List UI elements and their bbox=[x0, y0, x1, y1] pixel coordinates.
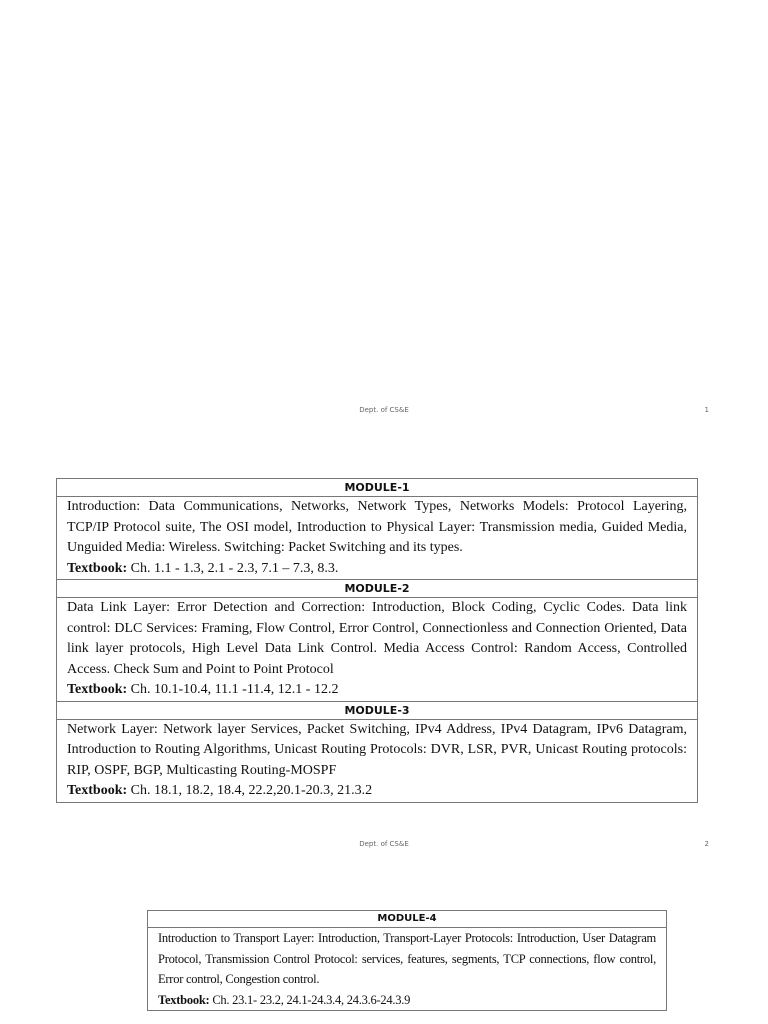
textbook-label: Textbook: bbox=[158, 992, 210, 1007]
module-content-cell bbox=[57, 719, 698, 802]
textbook-label: Textbook: bbox=[67, 682, 128, 697]
module-description: Network Layer: Network layer Services, Packet Switching, IPv4 Address, IPv4 Datagram, IPv6 Datagram, Introduction to Routing Algorithms, Unicast Routing Protocols: DVR, LSR, PVR, Unicast Routing protocols: RIP, OSPF, BGP, Multicasting Routing-MOSPF bbox=[67, 721, 687, 778]
textbook-reference: Ch. 23.1- 23.2, 24.1-24.3.4, 24.3.6-24.3.9 bbox=[212, 992, 411, 1007]
footer-department: Dept. of CS&E bbox=[359, 406, 409, 414]
module-textbook bbox=[67, 559, 687, 580]
syllabus-table bbox=[147, 910, 667, 1011]
module-description: Introduction: Data Communications, Networks, Network Types, Networks Models: Protocol Layering, TCP/IP Protocol suite, The OSI model, Introduction to Physical Layer: Transmission media, Guided Media, Unguided Media: Wireless. Switching: Packet Switching and its types. bbox=[67, 499, 687, 555]
module-header-row bbox=[148, 911, 667, 928]
module-header-row bbox=[57, 701, 698, 719]
module-content-cell bbox=[57, 598, 698, 702]
module-header-row bbox=[57, 479, 698, 497]
page-footer bbox=[0, 406, 768, 418]
module-content-row bbox=[57, 719, 698, 802]
textbook-label: Textbook: bbox=[67, 783, 128, 798]
syllabus-table bbox=[56, 478, 698, 803]
textbook-reference: Ch. 10.1-10.4, 11.1 -11.4, 12.1 - 12.2 bbox=[130, 682, 339, 697]
footer-page-number: 1 bbox=[704, 406, 709, 414]
module-title: MODULE-3 bbox=[57, 701, 698, 719]
textbook-reference: Ch. 18.1, 18.2, 18.4, 22.2,20.1-20.3, 21.3.2 bbox=[130, 783, 373, 798]
module-title: MODULE-1 bbox=[57, 479, 698, 497]
footer-department: Dept. of CS&E bbox=[359, 840, 409, 848]
module-content-row bbox=[57, 598, 698, 702]
module-header-row bbox=[57, 580, 698, 598]
module-content-cell bbox=[57, 497, 698, 580]
module-textbook bbox=[158, 990, 656, 1011]
textbook-reference: Ch. 1.1 - 1.3, 2.1 - 2.3, 7.1 – 7.3, 8.3. bbox=[130, 560, 339, 576]
module-title: MODULE-4 bbox=[148, 911, 667, 928]
module-content-cell bbox=[148, 928, 667, 1011]
textbook-label: Textbook: bbox=[67, 560, 128, 576]
module-content-row bbox=[148, 928, 667, 1011]
module-title: MODULE-2 bbox=[57, 580, 698, 598]
module-textbook bbox=[67, 680, 687, 701]
module-description: Data Link Layer: Error Detection and Correction: Introduction, Block Coding, Cyclic Codes. Data link control: DLC Services: Framing, Flow Control, Error Control, Connectionless and Connection Oriented, Data link layer protocols, High Level Data Link Control. Media Access Control: Random Access, Controlled Access. Check Sum and Point to Point Protocol bbox=[67, 600, 687, 677]
module-content-row bbox=[57, 497, 698, 580]
module-description: Introduction to Transport Layer: Introduction, Transport-Layer Protocols: Introduction, User Datagram Protocol, Transmission Control Protocol: services, features, segments, TCP connections, flow control, Error control, Congestion control. bbox=[158, 931, 656, 986]
module-textbook bbox=[67, 781, 687, 802]
footer-page-number: 2 bbox=[704, 840, 709, 848]
page-footer bbox=[0, 840, 768, 852]
